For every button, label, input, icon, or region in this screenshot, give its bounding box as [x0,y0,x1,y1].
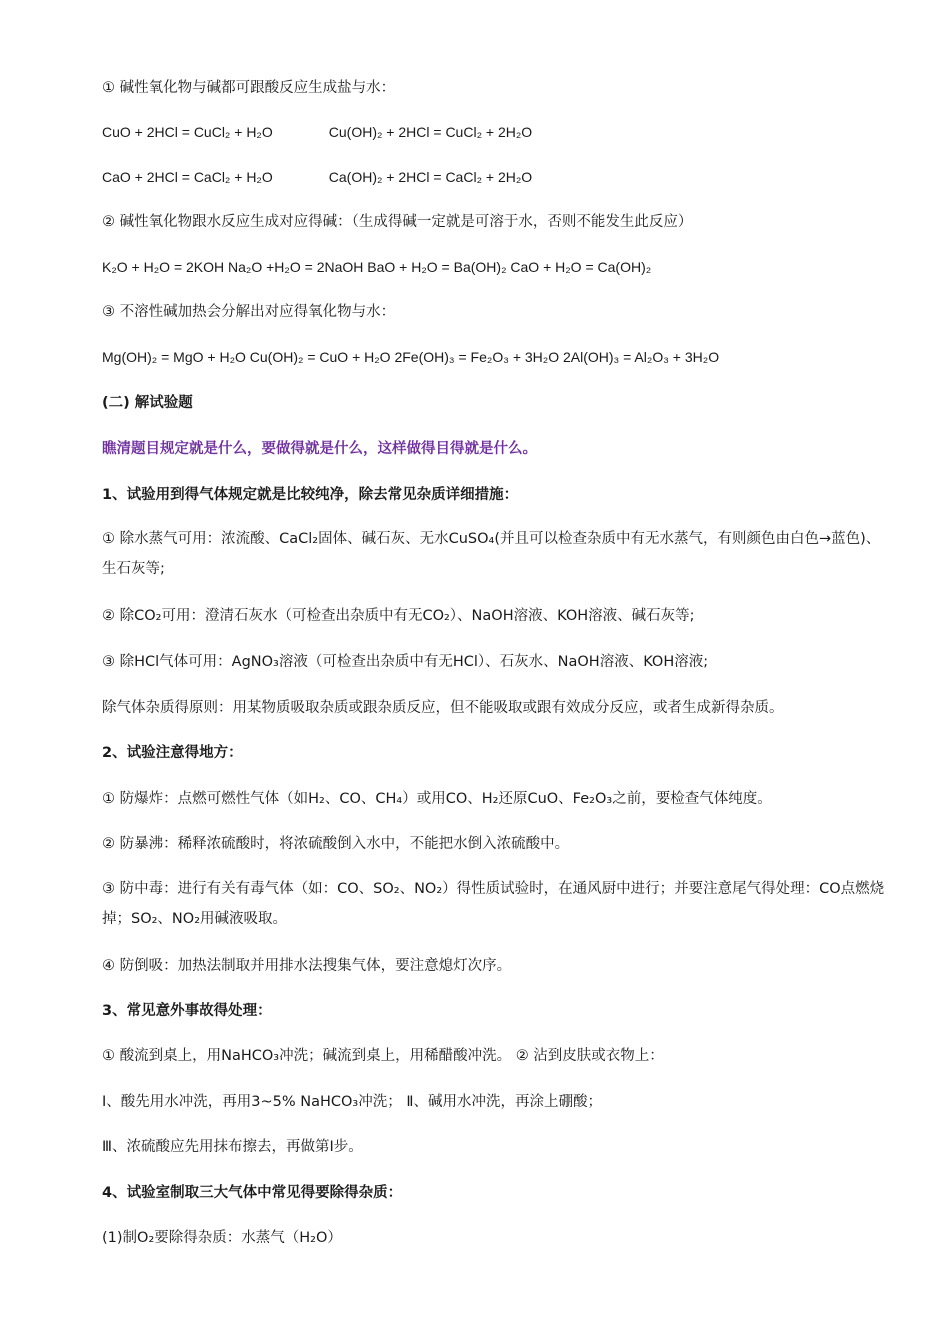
equation: Cu(OH)₂ + 2HCl = CuCl₂ + 2H₂O [328,124,533,140]
text-line: 除气体杂质得原则：用某物质吸取杂质或跟杂质反应，但不能吸取或跟有效成分反应，或者生成新得杂质。 [102,700,784,716]
section-heading: (二) 解试验题 [102,395,193,411]
text-line: ① 碱性氧化物与碱都可跟酸反应生成盐与水： [102,80,396,96]
text-line: ② 除CO₂可用：澄清石灰水（可检查出杂质中有无CO₂）、NaOH溶液、KOH溶液、碱石灰等; [102,608,695,624]
equation-line: K₂O + H₂O = 2KOH Na₂O +H₂O = 2NaOH BaO + H₂O = Ba(OH)₂ CaO + H₂O = Ca(OH)₂ [102,259,652,275]
subsection-heading: 4、试验室制取三大气体中常见得要除得杂质： [102,1185,403,1201]
equation-line [102,167,892,187]
text-line: ② 碱性氧化物跟水反应生成对应得碱：（生成得碱一定就是可溶于水，否则不能发生此反应） [102,214,693,230]
text-line: ① 防爆炸：点燃可燃性气体（如H₂、CO、CH₄）或用CO、H₂还原CuO、Fe₂O₃之前，要检查气体纯度。 [102,791,772,807]
text-line: ③ 不溶性碱加热会分解出对应得氧化物与水： [102,304,396,320]
equation-line: Mg(OH)₂ = MgO + H₂O Cu(OH)₂ = CuO + H₂O 2Fe(OH)₃ = Fe₂O₃ + 3H₂O 2Al(OH)₃ = Al₂O₃ + 3H₂O [102,349,720,365]
text-line: Ⅲ、浓硫酸应先用抹布擦去，再做第Ⅰ步。 [102,1139,363,1155]
subsection-heading: 3、常见意外事故得处理： [102,1003,272,1019]
equation: CaO + 2HCl = CaCl₂ + H₂O [102,169,273,185]
text-line: Ⅰ、酸先用水冲洗，再用3~5% NaHCO₃冲洗； Ⅱ、碱用水冲洗，再涂上硼酸； [102,1094,602,1110]
equation-line [102,122,892,142]
text-line: ② 防暴沸：稀释浓硫酸时，将浓硫酸倒入水中，不能把水倒入浓硫酸中。 [102,836,570,852]
text-line: (1)制O₂要除得杂质：水蒸气（H₂O） [102,1230,342,1246]
text-line: ① 酸流到桌上，用NaHCO₃冲洗；碱流到桌上，用稀醋酸冲洗。 ② 沾到皮肤或衣物上： [102,1048,664,1064]
text-paragraph: ① 除水蒸气可用：浓流酸、CaCl₂固体、碱石灰、无水CuSO₄(并且可以检查杂质中有无水蒸气，有则颜色由白色→蓝色)、生石灰等; [102,531,881,577]
highlight-line: 瞧清题目规定就是什么，要做得就是什么，这样做得目得就是什么。 [102,441,537,457]
equation: CuO + 2HCl = CuCl₂ + H₂O [102,124,273,140]
subsection-heading: 1、试验用到得气体规定就是比较纯净，除去常见杂质详细措施： [102,487,519,503]
subsection-heading: 2、试验注意得地方： [102,745,243,761]
text-line: ③ 除HCl气体可用：AgNO₃溶液（可检查出杂质中有无HCl）、石灰水、NaOH溶液、KOH溶液; [102,654,709,670]
equation: Ca(OH)₂ + 2HCl = CaCl₂ + 2H₂O [328,169,533,185]
text-line: ④ 防倒吸：加热法制取并用排水法搜集气体，要注意熄灯次序。 [102,958,512,974]
text-paragraph: ③ 防中毒：进行有关有毒气体（如：CO、SO₂、NO₂）得性质试验时，在通风厨中进行；并要注意尾气得处理：CO点燃烧掉；SO₂、NO₂用碱液吸取。 [102,881,885,927]
